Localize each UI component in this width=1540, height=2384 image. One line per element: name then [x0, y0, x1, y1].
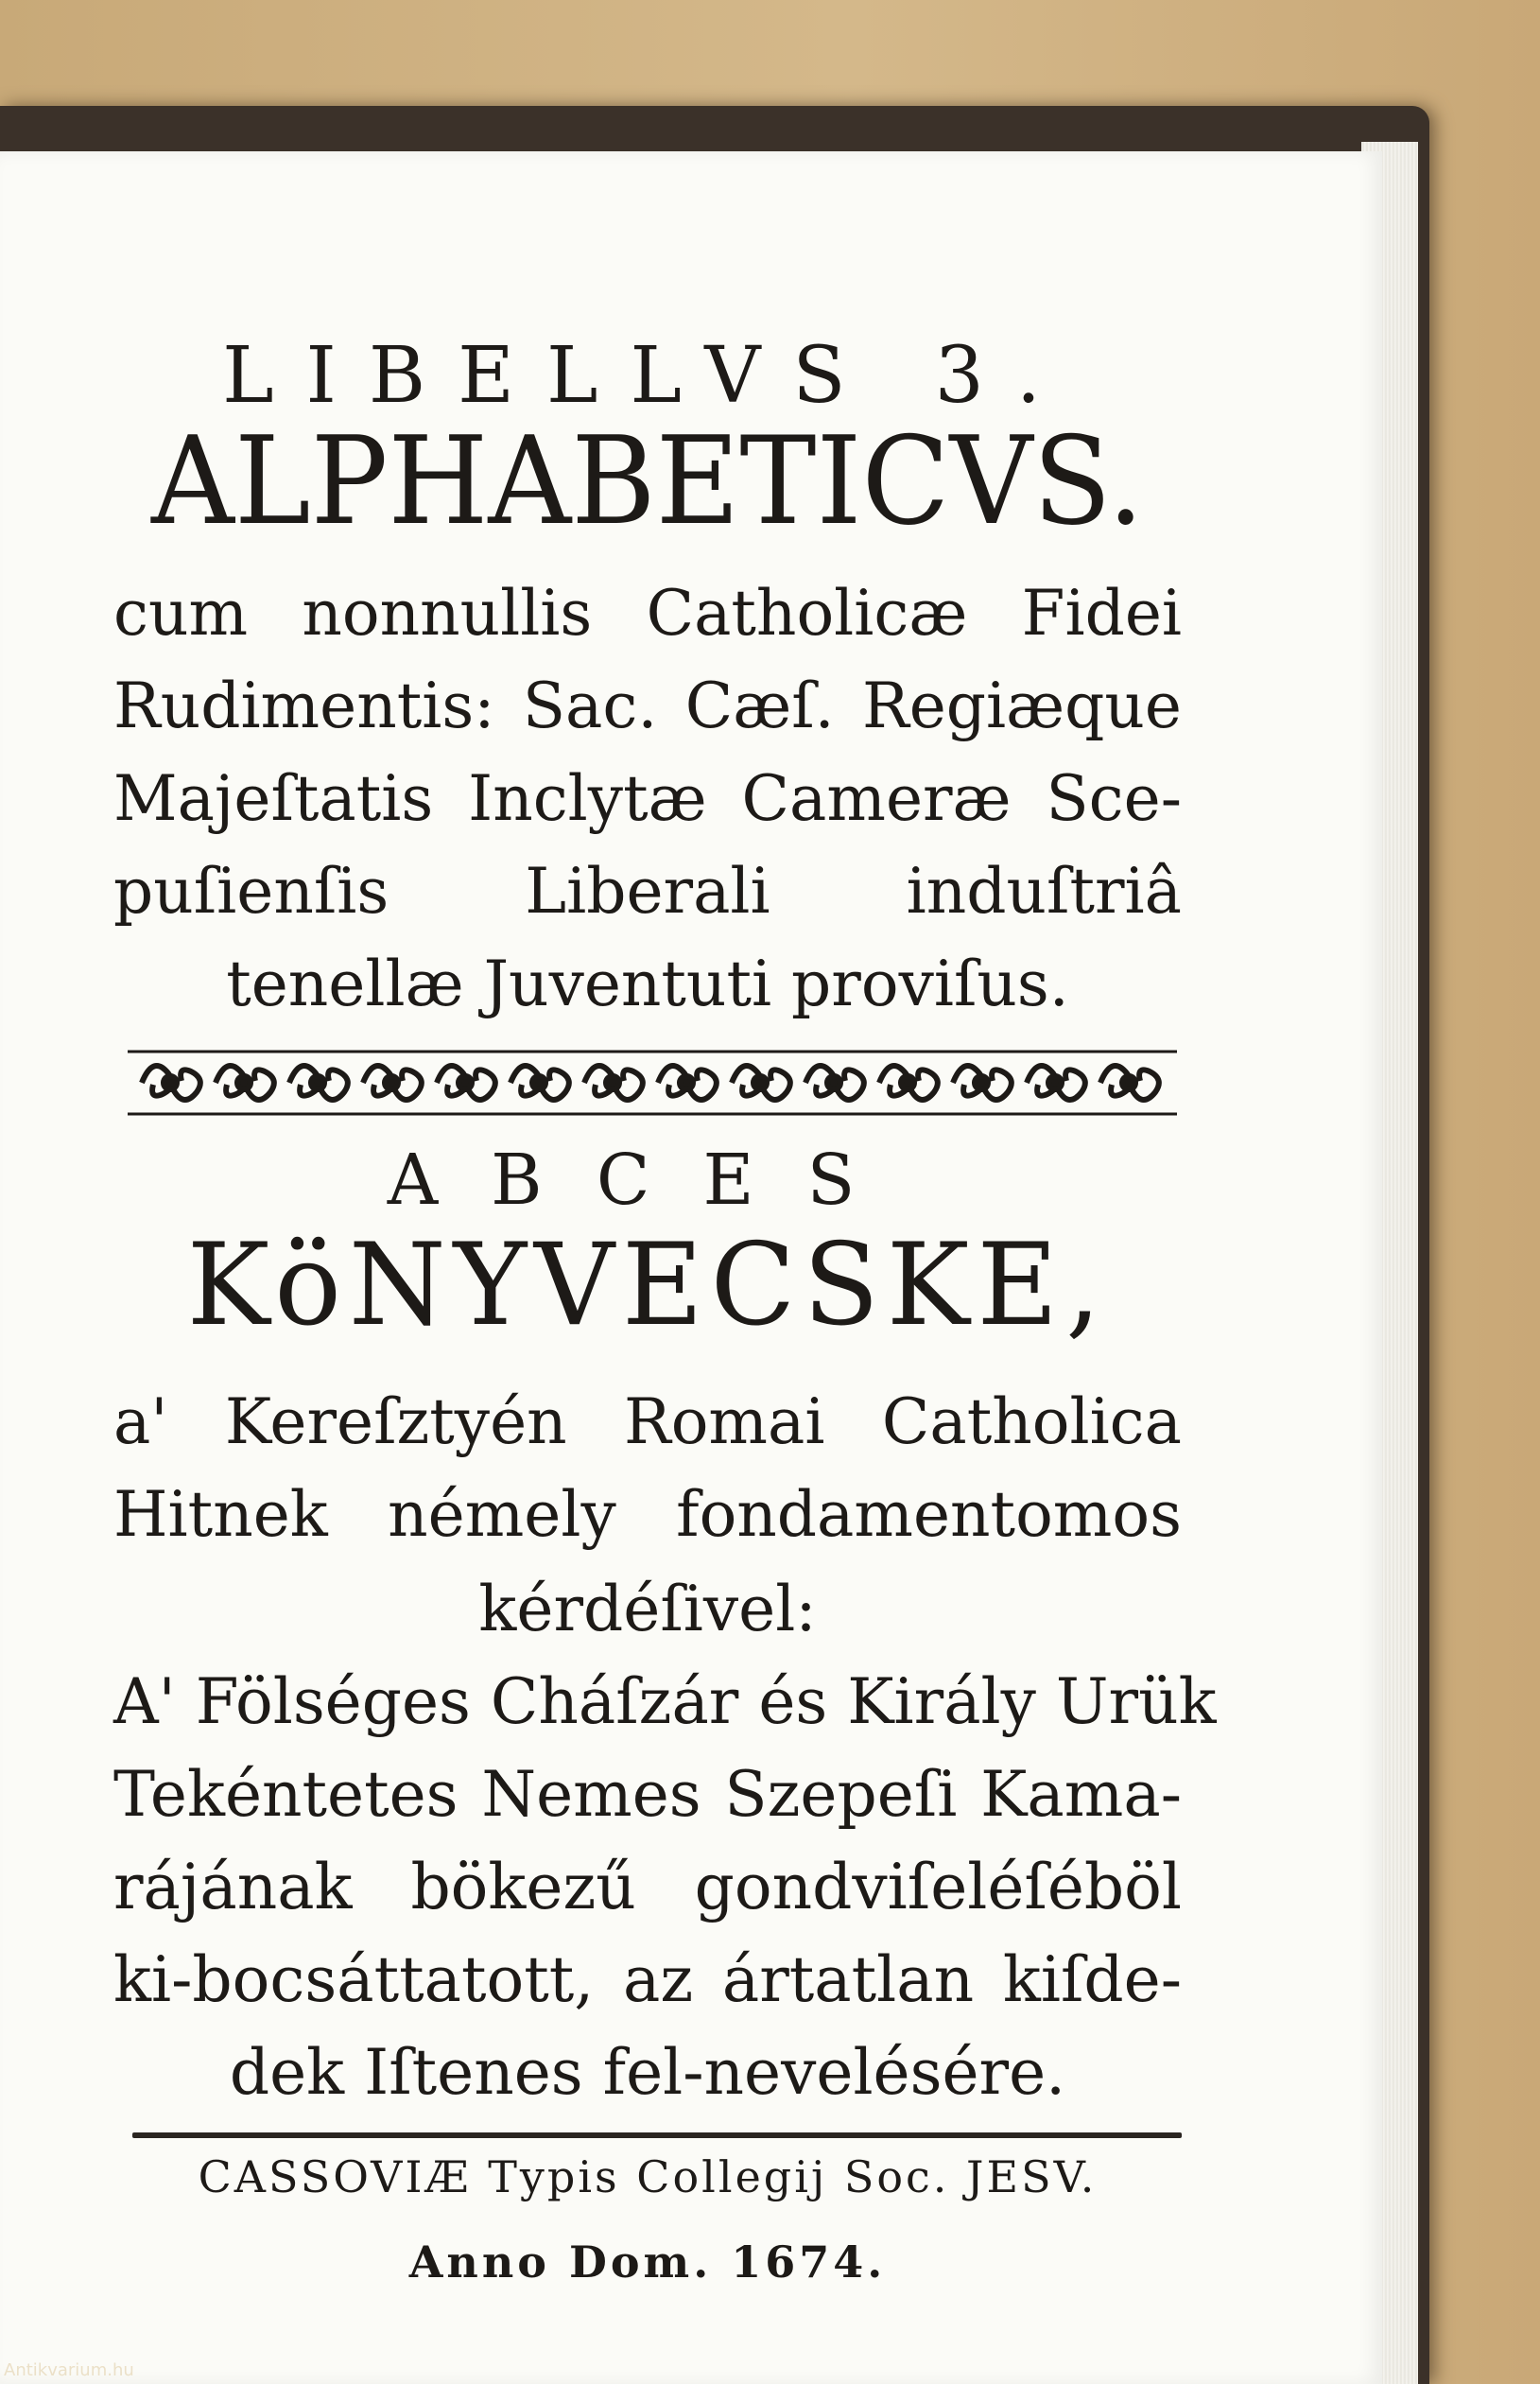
latin-line: tenellæ Juventuti proviſus. [226, 948, 1069, 1020]
heading-hungarian-large: KöNYVECSKE, [186, 1220, 1109, 1351]
hungarian-line: ki-bocsáttatott, az ártatlan kiſde- [113, 1943, 1182, 2016]
hungarian-line: a' Kereſztyén Romai Catholica [113, 1385, 1182, 1458]
hungarian-line: Hitnek némely fondamentomos [113, 1478, 1182, 1551]
heading-hungarian-small: ABCES [387, 1140, 908, 1221]
hungarian-line: rájának bökezű gondviſeléſéböl [113, 1851, 1182, 1923]
title-page [0, 151, 1382, 2384]
heading-latin-small: LIBELLVS 3. [222, 331, 1073, 421]
imprint-rule [132, 2132, 1182, 2138]
latin-line: Majeſtatis Inclytæ Cameræ Sce- [113, 762, 1182, 835]
heading-latin-large: ALPHABETICVS. [151, 411, 1144, 552]
imprint-place: CASSOVIÆ Typis Collegij Soc. JESV. [198, 2151, 1098, 2202]
hungarian-line: dek Iſtenes fel-nevelésére. [229, 2036, 1066, 2109]
hungarian-line: A' Fölséges Cháſzár és Király Urük [113, 1665, 1217, 1738]
latin-line: Rudimentis: Sac. Cæſ. Regiæque [113, 670, 1182, 742]
imprint-year: Anno Dom. 1674. [408, 2236, 887, 2288]
watermark: Antikvarium.hu [4, 2360, 134, 2380]
hungarian-line: kérdéſivel: [478, 1573, 817, 1645]
hungarian-line: Tekéntetes Nemes Szepeſi Kama- [113, 1758, 1182, 1831]
latin-line: puſienſis Liberali induſtriâ [113, 855, 1182, 928]
latin-line: cum nonnullis Catholicæ Fidei [113, 577, 1182, 650]
ornament-divider-icon [123, 1040, 1182, 1125]
